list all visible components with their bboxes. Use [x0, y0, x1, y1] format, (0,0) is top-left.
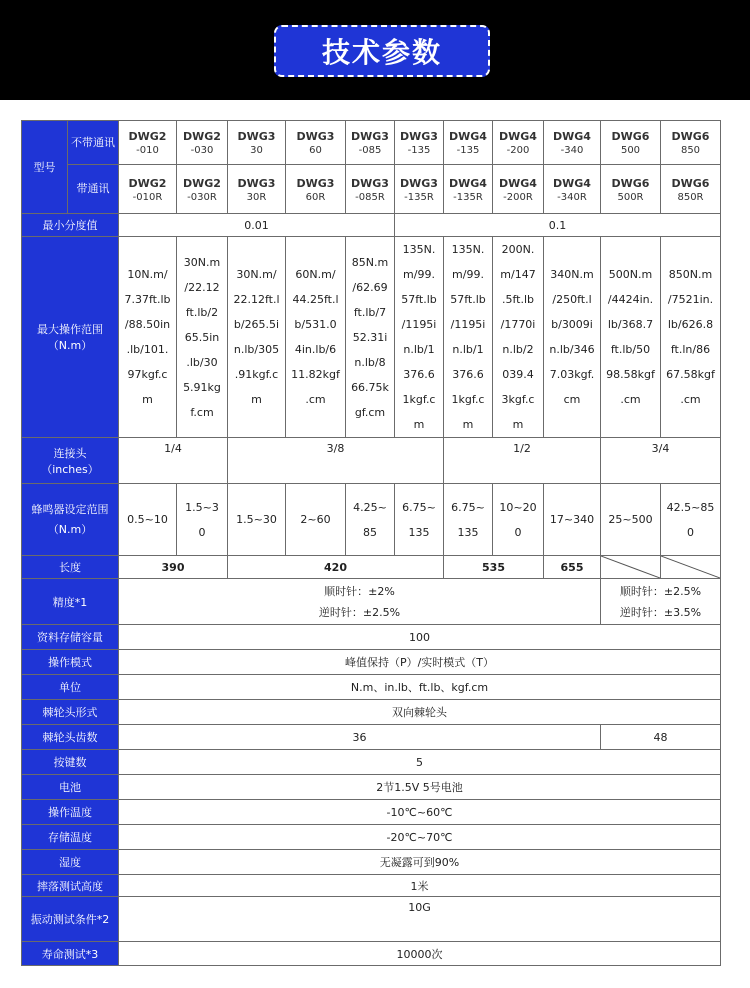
drop-value: 1米: [119, 875, 721, 897]
ratchet-type-value: 双向棘轮头: [119, 700, 721, 725]
model-with-comm: DWG6 850R: [661, 165, 721, 214]
max-range-value: 340N.m /250ft.l b/3009i n.lb/346 7.03kgf. cm: [544, 237, 601, 438]
battery-value: 2节1.5V 5号电池: [119, 775, 721, 800]
min-div-value-b: 0.1: [395, 214, 721, 237]
label-op-temp: 操作温度: [22, 800, 119, 825]
label-keys: 按键数: [22, 750, 119, 775]
vibration-value: 10G: [119, 897, 721, 942]
label-storage: 资料存储容量: [22, 625, 119, 650]
label-max-range: 最大操作范围 （N.m）: [22, 237, 119, 438]
model-with-comm: DWG3 -135R: [395, 165, 444, 214]
label-humidity: 湿度: [22, 850, 119, 875]
min-div-value-a: 0.01: [119, 214, 395, 237]
accuracy-value-b: [601, 579, 721, 625]
spec-table: [21, 120, 721, 966]
model-no-comm: DWG4 -200: [493, 121, 544, 165]
mode-value: 峰值保持（P）/实时模式（T）: [119, 650, 721, 675]
humidity-value: 无凝露可到90%: [119, 850, 721, 875]
label-with-comm: 带通讯: [68, 165, 119, 214]
op-temp-value: -10℃~60℃: [119, 800, 721, 825]
max-range-value: 200N. m/147 .5ft.lb /1770i n.lb/2 039.4 3kgf.c m: [493, 237, 544, 438]
model-with-comm: DWG3 60R: [286, 165, 346, 214]
label-ratchet-type: 棘轮头形式: [22, 700, 119, 725]
ratchet-teeth-b: 48: [601, 725, 721, 750]
ratchet-teeth-a: 36: [119, 725, 601, 750]
max-range-value: 500N.m /4424in. lb/368.7 ft.lb/50 98.58kgf .cm: [601, 237, 661, 438]
model-with-comm: DWG2 -010R: [119, 165, 177, 214]
label-store-temp: 存储温度: [22, 825, 119, 850]
label-life: 寿命测试*3: [22, 942, 119, 966]
label-mode: 操作模式: [22, 650, 119, 675]
model-no-comm: DWG4 -135: [444, 121, 493, 165]
accuracy-ccw: 逆时针：±2.5%: [318, 605, 401, 619]
length-420: 420: [228, 556, 444, 579]
connector-3-4: 3/4: [601, 438, 721, 484]
connector-3-8: 3/8: [228, 438, 444, 484]
max-range-value: 30N.m/ 22.12ft.l b/265.5i n.lb/305 .91kgf.c m: [228, 237, 286, 438]
diagonal-line-icon: [661, 556, 720, 578]
model-no-comm: DWG6 500: [601, 121, 661, 165]
model-with-comm: DWG4 -135R: [444, 165, 493, 214]
storage-value: 100: [119, 625, 721, 650]
connector-1-4: 1/4: [119, 438, 228, 484]
max-range-value: 85N.m /62.69 ft.lb/7 52.31i n.lb/8 66.75k gf.cm: [346, 237, 395, 438]
max-range-value: 30N.m /22.12 ft.lb/2 65.5in .lb/30 5.91kg f.cm: [177, 237, 228, 438]
label-accuracy: 精度*1: [22, 579, 119, 625]
model-with-comm: DWG4 -200R: [493, 165, 544, 214]
buzzer-range-value: 6.75~ 135: [444, 484, 493, 556]
buzzer-range-value: 1.5~30: [228, 484, 286, 556]
model-with-comm: DWG4 -340R: [544, 165, 601, 214]
page-title: 技术参数: [274, 25, 490, 77]
max-range-value: 135N. m/99. 57ft.lb /1195i n.lb/1 376.6 1kgf.c m: [444, 237, 493, 438]
buzzer-range-value: 10~20 0: [493, 484, 544, 556]
label-battery: 电池: [22, 775, 119, 800]
buzzer-range-value: 42.5~85 0: [661, 484, 721, 556]
length-empty-2: [661, 556, 721, 579]
label-length: 长度: [22, 556, 119, 579]
label-drop: 摔落测试高度: [22, 875, 119, 897]
accuracy-cw: 顺时针：±2%: [324, 584, 395, 598]
unit-value: N.m、in.lb、ft.lb、kgf.cm: [119, 675, 721, 700]
length-655: 655: [544, 556, 601, 579]
max-range-value: 850N.m /7521in. lb/626.8 ft.ln/86 67.58kgf .cm: [661, 237, 721, 438]
model-no-comm: DWG3 -085: [346, 121, 395, 165]
model-no-comm: DWG6 850: [661, 121, 721, 165]
buzzer-range-value: 2~60: [286, 484, 346, 556]
accuracy-cw-b: 顺时针：±2.5%: [619, 584, 702, 598]
buzzer-range-value: 6.75~ 135: [395, 484, 444, 556]
label-ratchet-teeth: 棘轮头齿数: [22, 725, 119, 750]
model-no-comm: DWG2 -030: [177, 121, 228, 165]
connector-1-2: 1/2: [444, 438, 601, 484]
buzzer-range-value: 4.25~ 85: [346, 484, 395, 556]
buzzer-range-value: 25~500: [601, 484, 661, 556]
model-no-comm: DWG3 60: [286, 121, 346, 165]
keys-value: 5: [119, 750, 721, 775]
accuracy-ccw-b: 逆时针：±3.5%: [619, 605, 702, 619]
buzzer-range-value: 17~340: [544, 484, 601, 556]
label-no-comm: 不带通讯: [68, 121, 119, 165]
model-with-comm: DWG3 30R: [228, 165, 286, 214]
life-value: 10000次: [119, 942, 721, 966]
buzzer-range-value: 1.5~3 0: [177, 484, 228, 556]
max-range-value: 60N.m/ 44.25ft.l b/531.0 4in.lb/6 11.82kgf .cm: [286, 237, 346, 438]
store-temp-value: -20℃~70℃: [119, 825, 721, 850]
model-with-comm: DWG2 -030R: [177, 165, 228, 214]
model-no-comm: DWG2 -010: [119, 121, 177, 165]
accuracy-value-a: [119, 579, 601, 625]
label-unit: 单位: [22, 675, 119, 700]
length-535: 535: [444, 556, 544, 579]
label-min-div: 最小分度值: [22, 214, 119, 237]
model-no-comm: DWG3 -135: [395, 121, 444, 165]
model-no-comm: DWG4 -340: [544, 121, 601, 165]
max-range-value: 135N. m/99. 57ft.lb /1195i n.lb/1 376.6 1kgf.c m: [395, 237, 444, 438]
diagonal-line-icon: [601, 556, 660, 578]
length-empty-1: [601, 556, 661, 579]
label-vibration: 振动测试条件*2: [22, 897, 119, 942]
label-buzzer: 蜂鸣器设定范围（N.m）: [22, 484, 119, 556]
max-range-value: 10N.m/ 7.37ft.lb /88.50in .lb/101. 97kgf.c m: [119, 237, 177, 438]
model-with-comm: DWG3 -085R: [346, 165, 395, 214]
buzzer-range-value: 0.5~10: [119, 484, 177, 556]
label-connector: 连接头 （inches）: [22, 438, 119, 484]
model-with-comm: DWG6 500R: [601, 165, 661, 214]
label-model: 型号: [22, 121, 68, 214]
model-no-comm: DWG3 30: [228, 121, 286, 165]
length-390: 390: [119, 556, 228, 579]
